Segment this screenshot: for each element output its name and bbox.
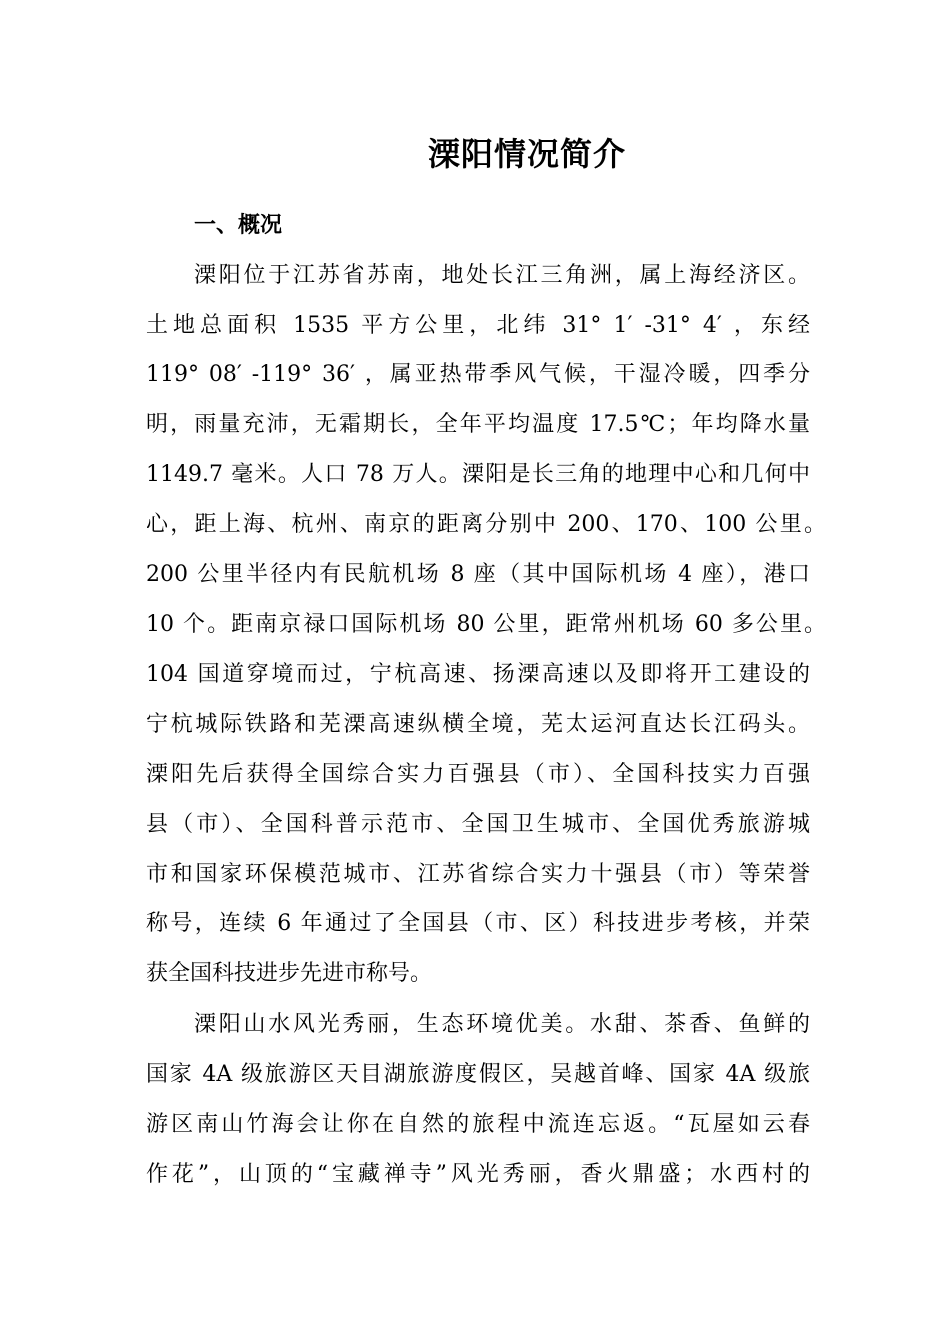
paragraph-line: 国家 4A 级旅游区天目湖旅游度假区，吴越首峰、国家 4A 级旅 — [146, 1062, 810, 1087]
paragraph-line: 119° 08′ -119° 36′ ，属亚热带季风气候，干湿冷暖，四季分 — [146, 362, 810, 387]
paragraph-line: 溧阳位于江苏省苏南，地处长江三角洲，属上海经济区。 — [194, 263, 810, 288]
paragraph-line: 获全国科技进步先进市称号。 — [146, 961, 433, 986]
section-heading: 一、概况 — [194, 213, 283, 238]
paragraph-line: 宁杭城际铁路和芜溧高速纵横全境，芜太运河直达长江码头。 — [146, 712, 810, 737]
paragraph-line: 心，距上海、杭州、南京的距离分别中 200、170、100 公里。 — [146, 512, 826, 537]
paragraph-line: 1149.7 毫米。人口 78 万人。溧阳是长三角的地理中心和几何中 — [146, 462, 810, 487]
paragraph-line: 溧阳先后获得全国综合实力百强县（市）、全国科技实力百强 — [146, 762, 810, 787]
paragraph-line: 明，雨量充沛，无霜期长，全年平均温度 17.5℃；年均降水量 — [146, 412, 810, 437]
paragraph-line: 200 公里半径内有民航机场 8 座（其中国际机场 4 座），港口 — [146, 562, 810, 587]
document-title: 溧阳情况简介 — [427, 135, 626, 173]
paragraph-line: 104 国道穿境而过，宁杭高速、扬溧高速以及即将开工建设的 — [146, 662, 810, 687]
paragraph-line: 溧阳山水风光秀丽，生态环境优美。水甜、茶香、鱼鲜的 — [194, 1012, 810, 1037]
paragraph-line: 游区南山竹海会让你在自然的旅程中流连忘返。“瓦屋如云春 — [146, 1112, 810, 1137]
paragraph-line: 土地总面积 1535 平方公里，北纬 31° 1′ -31° 4′ ，东经 — [146, 313, 810, 338]
paragraph-line: 称号，连续 6 年通过了全国县（市、区）科技进步考核，并荣 — [146, 911, 810, 936]
paragraph-line: 县（市）、全国科普示范市、全国卫生城市、全国优秀旅游城 — [146, 812, 810, 837]
paragraph-line: 市和国家环保模范城市、江苏省综合实力十强县（市）等荣誉 — [146, 862, 810, 887]
paragraph-line: 10 个。距南京禄口国际机场 80 公里，距常州机场 60 多公里。 — [146, 612, 826, 637]
paragraph-line: 作花”，山顶的“宝藏禅寺”风光秀丽，香火鼎盛；水西村的 — [146, 1162, 810, 1187]
